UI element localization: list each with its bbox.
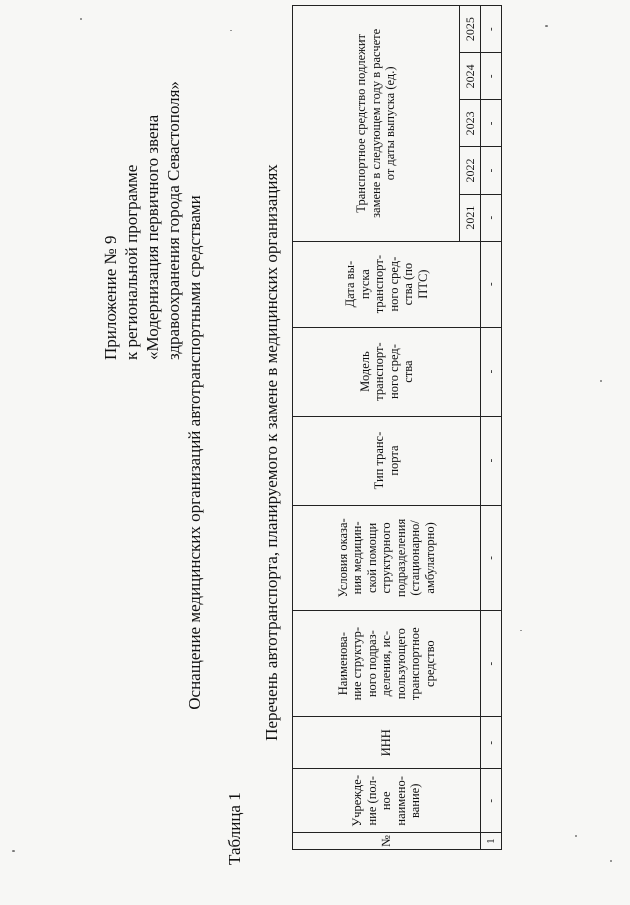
appendix-line: «Модернизация первичного звена — [143, 114, 162, 360]
table-label: Таблица 1 — [225, 792, 244, 865]
appendix-line: здравоохранения города Севастополя» — [164, 81, 183, 360]
scan-speck — [545, 25, 548, 27]
cell-num: 1 — [481, 833, 502, 850]
header-year: 2023 — [459, 100, 481, 147]
cell-year-2025: - — [481, 6, 502, 53]
cell-inn: - — [481, 717, 502, 769]
header-year: 2025 — [459, 6, 481, 53]
header-year: 2021 — [459, 194, 481, 241]
scan-speck — [600, 380, 602, 382]
cell-year-2023: - — [481, 100, 502, 147]
scan-speck — [80, 18, 82, 20]
appendix-number: Приложение № 9 — [101, 235, 120, 360]
header-vehicle-model: Модель транспорт- ного сред- ства — [293, 327, 481, 416]
scan-speck — [230, 30, 232, 31]
cell-transport-type: - — [481, 416, 502, 505]
header-care-conditions: Условия оказа- ния медицин- ской помощи структурного подразделения (стационарно/ амбулаторно) — [293, 505, 481, 611]
cell-year-2022: - — [481, 147, 502, 194]
table-row — [481, 6, 502, 850]
header-transport-type: Тип транс- порта — [293, 416, 481, 505]
list-title: Перечень автотранспорта, планируемого к замене в медицинских организациях — [262, 164, 281, 741]
header-structural-unit: Наименова- ние структур- ного подраз- деления, ис- пользующего транспортное средство — [293, 611, 481, 717]
cell-release-date: - — [481, 241, 502, 327]
cell-year-2021: - — [481, 194, 502, 241]
header-replacement: Транспортное средство подлежит замене в следующем году в расчете от даты выпуска (ед.) — [293, 6, 460, 242]
vehicle-replacement-table — [292, 5, 502, 850]
cell-care-conditions: - — [481, 505, 502, 611]
cell-institution: - — [481, 769, 502, 833]
header-year: 2024 — [459, 53, 481, 100]
cell-structural-unit: - — [481, 611, 502, 717]
header-year: 2022 — [459, 147, 481, 194]
table-header-row — [293, 6, 460, 850]
scan-speck — [520, 630, 522, 631]
header-num: № — [293, 833, 481, 850]
scan-speck — [610, 860, 612, 862]
scan-speck — [575, 835, 577, 837]
cell-vehicle-model: - — [481, 327, 502, 416]
appendix-line: к региональной программе — [122, 164, 141, 360]
header-institution: Учрежде- ние (пол- ное наимено- вание) — [293, 769, 481, 833]
header-inn: ИНН — [293, 717, 481, 769]
header-release-date: Дата вы- пуска транспорт- ного сред- ства (по ПТС) — [293, 241, 481, 327]
scan-speck — [12, 850, 15, 852]
cell-year-2024: - — [481, 53, 502, 100]
equipment-title: Оснащение медицинских организаций автотранспортными средствами — [185, 195, 204, 710]
appendix-header — [100, 20, 184, 360]
